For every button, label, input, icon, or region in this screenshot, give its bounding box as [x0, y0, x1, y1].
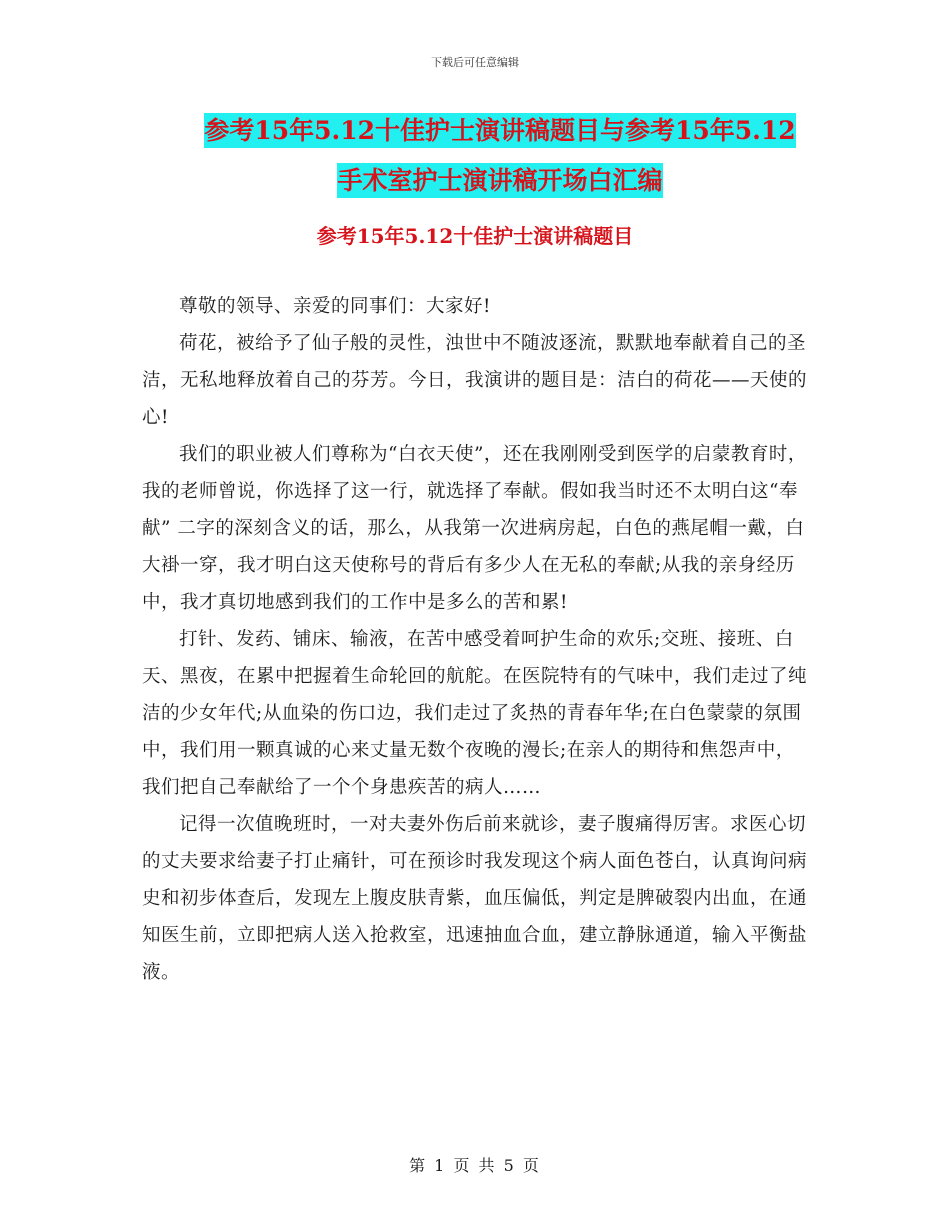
paragraph: 我们的职业被人们尊称为“白衣天使”，还在我刚刚受到医学的启蒙教育时，我的老师曾说，你选择了这一行，就选择了奉献。假如我当时还不太明白这“奉献” 二字的深刻含义的话，那么，从我第一次进病房起，白色的燕尾帽一戴，白大褂一穿，我才明白这天使称号的背后有多少人在无私的奉献;从我的亲身经历中，我才真切地感到我们的工作中是多么的苦和累! — [142, 444, 807, 613]
paragraph: 尊敬的领导、亲爱的同事们：大家好! — [179, 296, 491, 317]
document-title — [150, 106, 850, 206]
body-text — [142, 288, 810, 991]
section-title: 参考15年5.12十佳护士演讲稿题目 — [316, 224, 634, 248]
title-line-1: 参考15年5.12十佳护士演讲稿题目与参考15年5.12 — [204, 113, 795, 148]
page-footer: 第 1 页 共 5 页 — [409, 1156, 541, 1175]
title-line-2: 手术室护士演讲稿开场白汇编 — [337, 163, 662, 198]
paragraph: 记得一次值晚班时，一对夫妻外伤后前来就诊，妻子腹痛得厉害。求医心切的丈夫要求给妻子打止痛针，可在预诊时我发现这个病人面色苍白，认真询问病史和初步体查后，发现左上腹皮肤青紫，血压偏低，判定是脾破裂内出血，在通知医生前，立即把病人送入抢救室，迅速抽血合血，建立静脉通道，输入平衡盐液。 — [142, 814, 808, 983]
header-note: 下载后可任意编辑 — [431, 56, 519, 69]
paragraph: 打针、发药、铺床、输液，在苦中感受着呵护生命的欢乐;交班、接班、白天、黑夜，在累中把握着生命轮回的航舵。在医院特有的气味中，我们走过了纯洁的少女年代;从血染的伤口边，我们走过了炙热的青春年华;在白色蒙蒙的氛围中，我们用一颗真诚的心来丈量无数个夜晚的漫长;在亲人的期待和焦怨声中，我们把自己奉献给了一个个身患疾苦的病人…… — [142, 629, 808, 798]
paragraph: 荷花，被给予了仙子般的灵性，浊世中不随波逐流，默默地奉献着自己的圣洁，无私地释放着自己的芬芳。今日，我演讲的题目是：洁白的荷花——天使的心! — [142, 333, 808, 428]
